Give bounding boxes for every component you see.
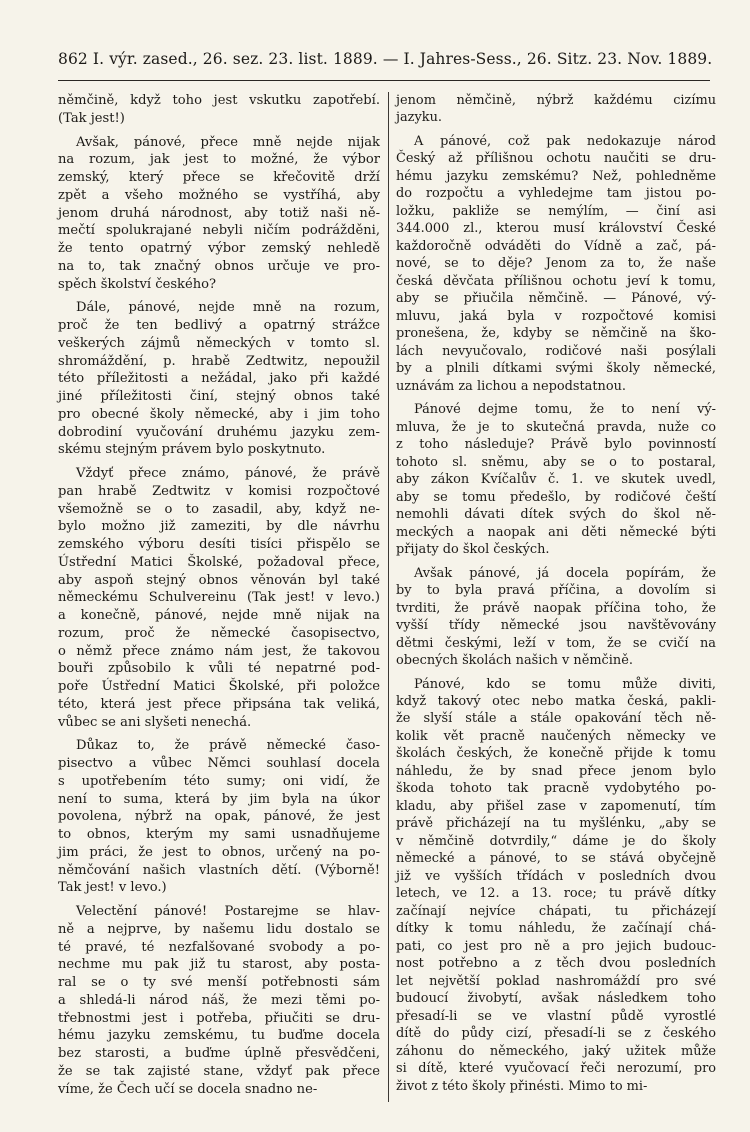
text-line: německému Schulvereinu (Tak jest! v levo.) [58, 590, 380, 606]
text-line: pronešena, že, kdyby se němčině na ško- [396, 326, 716, 342]
text-line: začínají nejvíce chápati, tu přicházejí [396, 903, 716, 919]
text-line: skému stejným právem bylo poskytnuto. [58, 442, 326, 458]
text-line: právě přicházejí na tu myšlénku, „aby se [396, 816, 716, 832]
text-line: a konečně, pánové, nejde mně nijak na [58, 608, 380, 623]
text-line: hému jazyku zemskému, tu buďme docela [58, 1028, 380, 1044]
text-line: uznávám za lichou a nepodstatnou. [396, 378, 626, 394]
text-line: němčování našich vlastních dětí. (Výborně! [58, 862, 380, 878]
text-line: by to byla pravá příčina, a dovolím si [396, 583, 716, 599]
text-line: o němž přece známo nám jest, že takovou [58, 643, 380, 659]
text-line: by a plnili dítkami svými školy německé, [396, 361, 716, 377]
paragraph [396, 401, 716, 558]
text-line: jenom němčině, nýbrž každému cizímu [396, 93, 716, 108]
text-line: veškerých zájmů německých v tomto sl. [58, 335, 380, 351]
text-line: dítě do půdy cizí, přesadí-li se z českého [396, 1026, 716, 1042]
text-line: do rozpočtu a vyhledejme tam jistou po- [396, 186, 716, 202]
paragraph [396, 133, 716, 395]
text-line: ral se o ty své menší potřebnosti sám [58, 975, 380, 990]
text-line: nost potřebno a z těch dvou posledních [396, 956, 716, 972]
text-line: víme, že Čech učí se docela snadno ne- [58, 1081, 318, 1097]
text-line: mečtí spolukrajané nebyli ničím podrážděni, [58, 223, 380, 239]
text-line: tohoto sl. sněmu, aby se o to postaral, [396, 454, 716, 470]
text-line: meckých a naopak ani děti německé býti [396, 524, 716, 540]
text-line: němčině, když toho jest vskutku zapotřebí. [58, 93, 380, 108]
paragraph [396, 92, 716, 127]
text-line: Pánové dejme tomu, že to není vý- [414, 402, 716, 418]
text-line: Avšak pánové, já docela popírám, že [414, 565, 716, 581]
text-line: budoucí živobytí, avšak následkem toho [396, 991, 716, 1007]
right-column [396, 92, 716, 1101]
text-line: obecných školách našich v němčině. [396, 653, 633, 669]
text-line: česká děvčata přílišnou ochotu jeví k tomu, [396, 273, 716, 289]
text-line: dítky k tomu náhledu, že začínají chá- [396, 921, 716, 937]
text-line: zemského výboru desíti tisíci přispělo se [58, 537, 380, 552]
text-line: aby zákon Kvíčalův č. 1. ve skutek uvedl, [396, 472, 716, 488]
text-line: (Tak jest!) [58, 110, 125, 126]
text-line: náhledu, že by snad přece jenom bylo [396, 763, 716, 779]
text-line: aby se tomu předešlo, by rodičové čeští [396, 489, 716, 505]
text-line: bouři způsobilo k vůli té nepatrné pod- [58, 661, 380, 677]
text-line: proč že ten bedlivý a opatrný strážce [58, 318, 380, 333]
paragraph [58, 903, 380, 1098]
text-line: kolik vět pracně naučených německy ve [396, 728, 716, 744]
text-line: zemský, který přece se křečovitě drží [58, 170, 380, 185]
text-line: jenom druhá národnost, aby totiž naši ně- [58, 205, 380, 221]
text-line: spěch školství českého? [58, 276, 217, 292]
text-line: z toho následuje? Právě bylo povinností [396, 437, 716, 453]
paragraph [58, 92, 380, 128]
text-line: to obnos, kterým my sami usnadňujeme [58, 827, 380, 842]
text-line: německé a pánové, to se stává obyčejně [396, 851, 716, 867]
text-line: hému jazyku zemskému? Než, pohledněme [396, 168, 716, 184]
text-line: rozum, proč že německé časopisectvo, [58, 625, 380, 641]
text-line: ložku, pakliže se nemýlím, — činí asi [396, 203, 716, 219]
text-line: dobrodiní vyučování druhému jazyku zem- [58, 424, 380, 440]
text-line: když takový otec nebo matka česká, pakli- [396, 693, 716, 709]
text-line: mluva, že je to skutečná pravda, nuže co [396, 419, 716, 435]
text-line: nemohli dávati dítek svých do škol ně- [396, 507, 716, 523]
text-line: školách českých, že konečně přijde k tomu [396, 746, 716, 762]
text-line: zpět a všeho možného se vystříhá, aby [58, 187, 380, 203]
text-line: povolena, nýbrž na opak, pánové, že jest [58, 809, 380, 825]
text-line: kladu, aby přišel zase v zapomenutí, tím [396, 798, 716, 814]
paragraph [396, 565, 716, 670]
text-line: jiné příležitosti činí, stejný obnos také [58, 389, 380, 404]
text-line: že se tak zajisté stane, vždyť pak přece [58, 1063, 380, 1079]
text-line: shromáždění, p. hrabě Zedtwitz, nepoužil [58, 353, 380, 369]
text-line: jim práci, že jest to obnos, určený na po- [58, 844, 380, 860]
paragraph [58, 465, 380, 731]
text-line: této příležitosti a nežádal, jako při každé [58, 371, 380, 387]
text-line: letech, ve 12. a 13. roce; tu právě dítky [396, 886, 716, 902]
text-line: jazyku. [396, 110, 442, 126]
text-line: že tento opatrný výbor zemský nehledě [58, 241, 380, 256]
text-line: Pánové, kdo se tomu může diviti, [414, 676, 716, 692]
text-line: Avšak, pánové, přece mně nejde nijak [76, 134, 380, 150]
text-line: nové, se to děje? Jenom za to, že naše [396, 256, 716, 272]
text-line: tvrditi, že právě naopak příčina toho, že [396, 600, 716, 616]
text-line: mluvu, jaká byla v rozpočtové komisi [396, 308, 716, 324]
text-line: Ústřední Matici Školské, požadoval přece, [58, 554, 380, 570]
text-line: bez starosti, a buďme úplně přesvědčeni, [58, 1046, 380, 1061]
paragraph [58, 737, 380, 897]
text-line: té pravé, té nezfalšované svobody a po- [58, 939, 380, 955]
column-divider [388, 92, 389, 1102]
text-line: na to, tak značný obnos určuje ve pro- [58, 258, 380, 274]
text-line: pati, co jest pro ně a pro jejich budouc- [396, 938, 716, 954]
text-line: Velectění pánové! Postarejme se hlav- [76, 904, 380, 919]
text-line: ně a nejprve, by našemu lidu dostalo se [58, 921, 380, 937]
header-rule [58, 80, 710, 81]
text-line: vůbec se ani slyšeti nenechá. [58, 714, 252, 730]
text-line: pro obecné školy německé, aby i jim toho [58, 406, 380, 422]
text-line: již ve vyšších třídách v posledních dvou [396, 868, 716, 884]
text-line: Dále, pánové, nejde mně na rozum, [76, 300, 380, 316]
text-line: a shledá-li národ náš, že mezi těmi po- [58, 992, 380, 1008]
text-line: pan hrabě Zedtwitz v komisi rozpočtové [58, 483, 380, 499]
text-line: není to suma, která by jim byla na úkor [58, 791, 380, 807]
text-line: přesadí-li se ve vlastní půdě vyrostlé [396, 1008, 716, 1024]
text-line: třebnostmi jest i potřeba, přiučiti se dru- [58, 1010, 380, 1026]
text-line: nechme mu pak již tu starost, aby posta- [58, 957, 380, 973]
text-line: vyšší třídy německé jsou navštěvovány [396, 618, 716, 634]
paragraph [396, 676, 716, 1096]
text-line: A pánové, což pak nedokazuje národ [414, 133, 716, 149]
paragraph [58, 299, 380, 459]
text-line: dětmi českými, leží v tom, že se cvičí na [396, 635, 716, 651]
text-line: Tak jest! v levo.) [58, 880, 167, 896]
text-line: záhonu do německého, jaký užitek může [396, 1043, 716, 1059]
text-line: aby aspoň stejný obnos věnován byl také [58, 572, 380, 588]
text-line: aby se přiučila němčině. — Pánové, vý- [396, 291, 716, 307]
text-line: v němčině dotvrdily,“ dáme je do školy [396, 833, 716, 849]
text-line: na rozum, jak jest to možné, že výbor [58, 152, 380, 168]
text-line: bylo možno již zameziti, by dle návrhu [58, 519, 380, 535]
text-line: že slyší stále a stále opakování těch ně- [396, 711, 716, 727]
text-line: pisectvo a vůbec Němci souhlasí docela [58, 756, 380, 771]
paragraph [58, 134, 380, 294]
text-line: přijaty do škol českých. [396, 542, 550, 558]
text-line: Český až přílišnou ochotu naučiti se dru- [396, 151, 716, 167]
text-line: všemožně se o to zasadil, aby, když ne- [58, 501, 380, 517]
text-line: let největší poklad nashromáždí pro své [396, 973, 716, 989]
text-line: škoda tohoto tak pracně vydobytého po- [396, 781, 716, 797]
text-line: život z této školy přinésti. Mimo to mi- [396, 1078, 648, 1094]
text-line: Vždyť přece známo, pánové, že právě [76, 466, 380, 481]
left-column [58, 92, 380, 1104]
text-line: každoročně odváděti do Vídně a zač, pá- [396, 238, 716, 254]
text-line: s upotřebením této sumy; oni vidí, že [58, 773, 380, 789]
text-line: této, která jest přece připsána tak veliká, [58, 696, 380, 712]
text-line: lách nevyučovalo, rodičové naši posýlali [396, 343, 716, 359]
text-line: 344.000 zl., kterou musí království České [396, 221, 716, 237]
page-header: 862 I. výr. zased., 26. sez. 23. list. 1889. — I. Jahres-Sess., 26. Sitz. 23. Nov. 1889. [58, 50, 713, 68]
text-line: si dítě, které vyučovací řeči nerozumí, pro [396, 1061, 716, 1077]
text-line: Důkaz to, že právě německé časo- [76, 738, 380, 754]
text-line: poře Ústřední Matici Školské, při položce [58, 679, 380, 694]
